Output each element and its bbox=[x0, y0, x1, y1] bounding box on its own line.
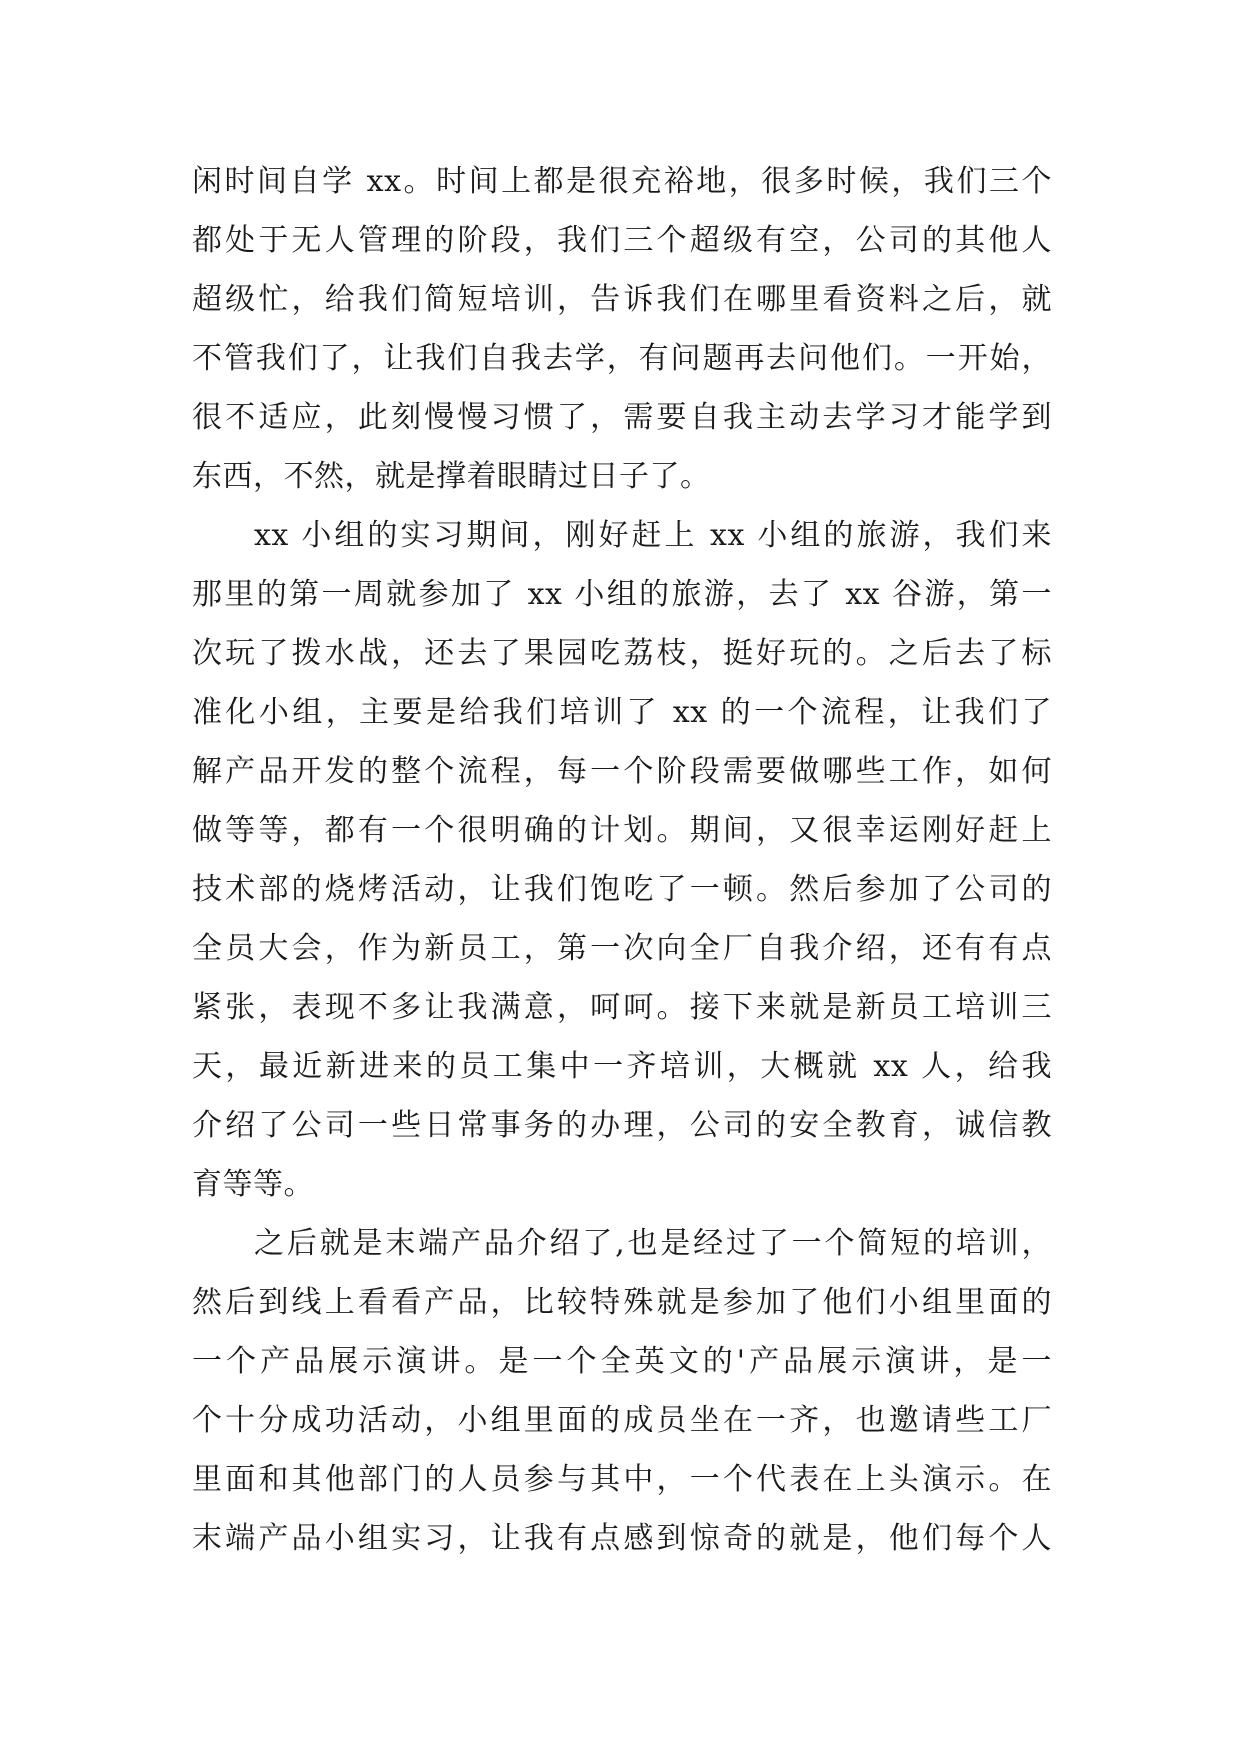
text-line: 一个产品展示演讲。是一个全英文的'产品展示演讲，是一 bbox=[192, 1344, 1052, 1379]
text-line: 技术部的烧烤活动，让我们饱吃了一顿。然后参加了公司的 bbox=[192, 872, 1052, 907]
text-line: 那里的第一周就参加了 xx 小组的旅游，去了 xx 谷游，第一 bbox=[192, 577, 1052, 612]
text-line: 全员大会，作为新员工，第一次向全厂自我介绍，还有有点 bbox=[192, 931, 1052, 966]
paragraph-3 bbox=[192, 1214, 1052, 1568]
text-line: 不管我们了，让我们自我去学，有问题再去问他们。一开始， bbox=[192, 341, 1052, 376]
text-line: 解产品开发的整个流程，每一个阶段需要做哪些工作，如何 bbox=[192, 754, 1052, 789]
text-line: 育等等。 bbox=[192, 1167, 314, 1202]
text-line: 里面和其他部门的人员参与其中，一个代表在上头演示。在 bbox=[192, 1462, 1052, 1497]
text-line: 超级忙，给我们简短培训，告诉我们在哪里看资料之后，就 bbox=[192, 282, 1052, 317]
text-line: 闲时间自学 xx。时间上都是很充裕地，很多时候，我们三个 bbox=[192, 164, 1052, 199]
text-line: 之后就是末端产品介绍了,也是经过了一个简短的培训， bbox=[254, 1226, 1052, 1261]
text-line: 次玩了拨水战，还去了果园吃荔枝，挺好玩的。之后去了标 bbox=[192, 636, 1052, 671]
document-body bbox=[192, 152, 1052, 1568]
text-line: 准化小组，主要是给我们培训了 xx 的一个流程，让我们了 bbox=[192, 695, 1052, 730]
text-line: 末端产品小组实习，让我有点感到惊奇的就是，他们每个人 bbox=[192, 1521, 1052, 1556]
text-line: 东西，不然，就是撑着眼睛过日子了。 bbox=[192, 459, 711, 494]
paragraph-2 bbox=[192, 506, 1052, 1214]
text-line: 然后到线上看看产品，比较特殊就是参加了他们小组里面的 bbox=[192, 1285, 1052, 1320]
text-line: 很不适应，此刻慢慢习惯了，需要自我主动去学习才能学到 bbox=[192, 400, 1052, 435]
text-line: 紧张，表现不多让我满意，呵呵。接下来就是新员工培训三 bbox=[192, 990, 1052, 1025]
text-line: 介绍了公司一些日常事务的办理，公司的安全教育，诚信教 bbox=[192, 1108, 1052, 1143]
text-line: 都处于无人管理的阶段，我们三个超级有空，公司的其他人 bbox=[192, 223, 1052, 258]
paragraph-1 bbox=[192, 152, 1052, 506]
text-line: 做等等，都有一个很明确的计划。期间，又很幸运刚好赶上 bbox=[192, 813, 1052, 848]
text-line: xx 小组的实习期间，刚好赶上 xx 小组的旅游，我们来 bbox=[254, 518, 1052, 553]
text-line: 天，最近新进来的员工集中一齐培训，大概就 xx 人，给我 bbox=[192, 1049, 1052, 1084]
text-line: 个十分成功活动，小组里面的成员坐在一齐，也邀请些工厂 bbox=[192, 1403, 1052, 1438]
